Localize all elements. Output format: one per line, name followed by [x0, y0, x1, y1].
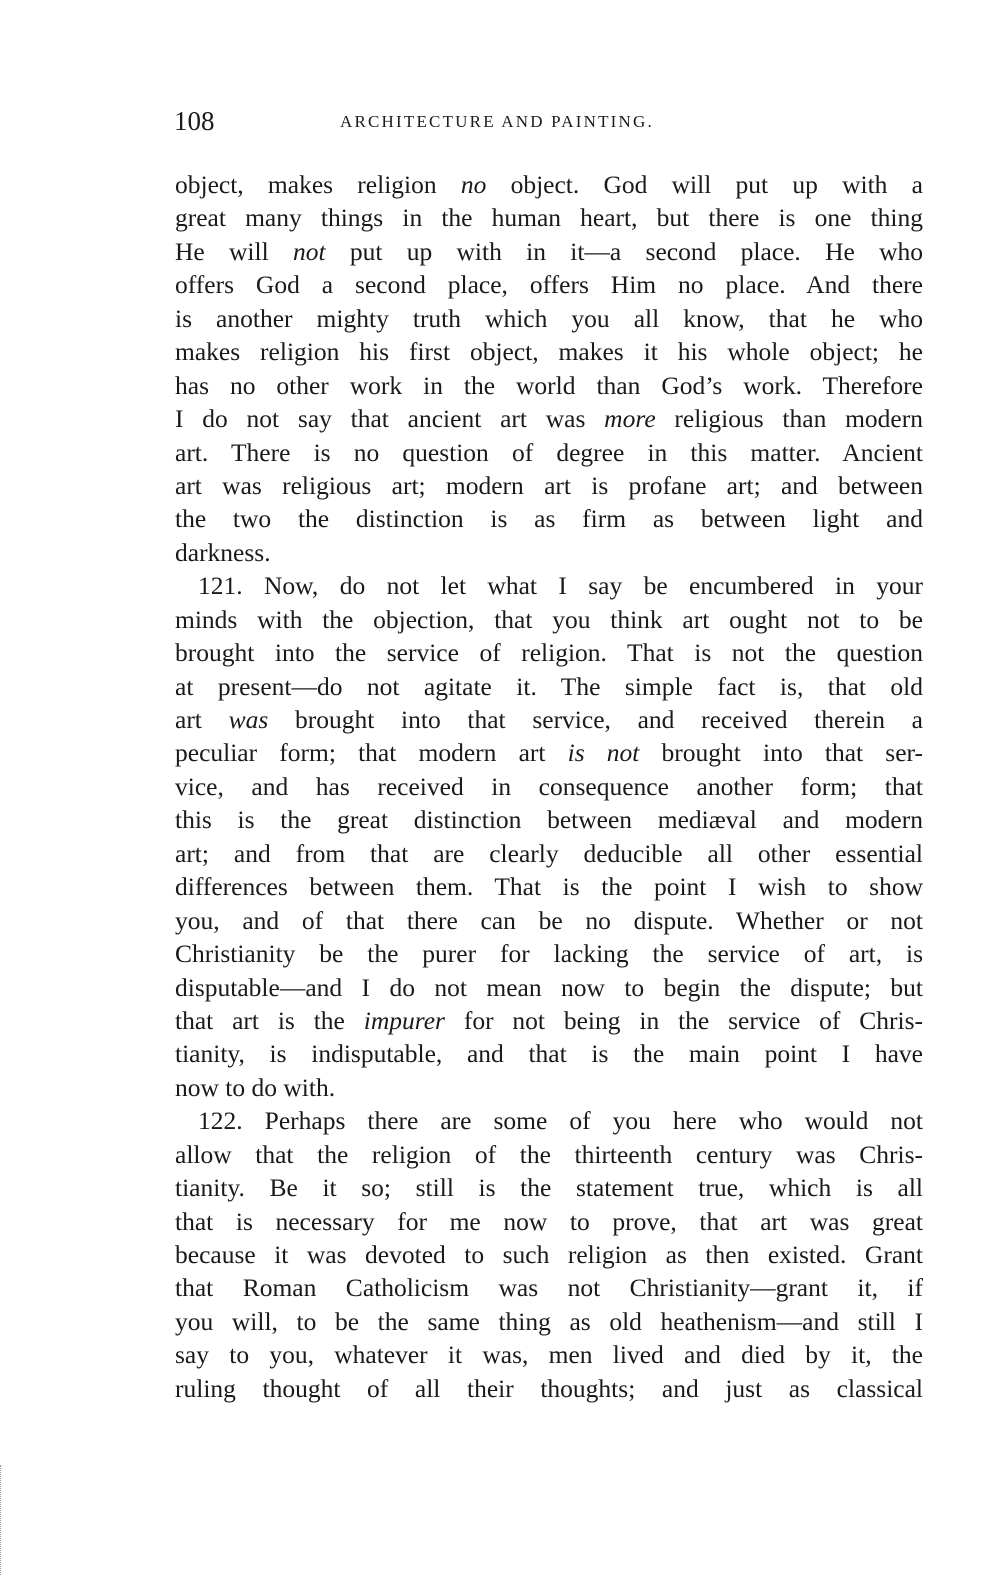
- text-line: [175, 1171, 923, 1204]
- text-line: [175, 1338, 923, 1371]
- text-span: is another mighty truth which you all know, that he who: [175, 303, 923, 333]
- italic-text: is not: [567, 738, 640, 768]
- text-line: [175, 1004, 923, 1037]
- text-line: [175, 268, 923, 301]
- text-line: [175, 302, 923, 335]
- page-number: 108: [174, 106, 215, 136]
- text-span: 122. Perhaps there are some of you here who would not: [198, 1106, 923, 1136]
- italic-text: not: [292, 236, 326, 266]
- text-span: differences between them. That is the point I wish to show: [175, 872, 923, 902]
- text-line: [175, 937, 923, 970]
- text-span: for not being in the service of Chris-: [444, 1005, 923, 1035]
- text-span: makes religion his first object, makes it his whole object; he: [175, 337, 923, 367]
- text-span: you, and of that there can be no dispute. Whether or not: [175, 905, 923, 935]
- text-line: [175, 569, 923, 602]
- scan-edge: [0, 1465, 9, 1575]
- text-span: that Roman Catholicism was not Christianity—grant it, if: [175, 1273, 923, 1303]
- text-span: great many things in the human heart, but there is one thing: [175, 203, 923, 233]
- text-line: [175, 870, 923, 903]
- text-span: I do not say that ancient art was: [175, 404, 605, 434]
- text-line: [175, 469, 923, 502]
- text-span: that is necessary for me now to prove, that art was great: [175, 1206, 923, 1236]
- text-line: [175, 1372, 923, 1405]
- running-title: ARCHITECTURE AND PAINTING.: [340, 112, 654, 131]
- text-span: put up with in it—a second place. He who: [325, 236, 923, 266]
- text-line: [175, 335, 923, 368]
- text-span: art; and from that are clearly deducible all other essential: [175, 838, 923, 868]
- text-span: Christianity be the purer for lacking the service of art, is: [175, 939, 923, 969]
- body-text: [175, 168, 923, 1405]
- italic-text: more: [604, 404, 656, 434]
- text-line: [175, 436, 923, 469]
- text-line: [175, 837, 923, 870]
- text-line: [175, 971, 923, 1004]
- text-line: [175, 201, 923, 234]
- text-span: because it was devoted to such religion as then existed. Grant: [175, 1240, 923, 1269]
- text-line: [175, 636, 923, 669]
- text-line: [175, 1238, 923, 1271]
- text-span: at present—do not agitate it. The simple fact is, that old: [175, 671, 923, 701]
- italic-text: was: [228, 705, 269, 734]
- text-span: peculiar form; that modern art: [175, 738, 568, 768]
- text-span: art: [175, 705, 229, 734]
- text-line: [175, 1138, 923, 1171]
- text-span: allow that the religion of the thirteenth century was Chris-: [175, 1139, 923, 1169]
- text-span: tianity, is indisputable, and that is the main point I have: [175, 1039, 923, 1069]
- italic-text: impurer: [363, 1005, 445, 1035]
- text-span: this is the great distinction between mediæval and modern: [175, 805, 923, 835]
- text-line: [175, 1205, 923, 1238]
- text-line: [175, 1037, 923, 1070]
- text-line: [175, 736, 923, 769]
- text-line: [175, 502, 923, 535]
- text-span: say to you, whatever it was, men lived and died by it, the: [175, 1340, 923, 1370]
- text-span: art was religious art; modern art is profane art; and between: [175, 470, 923, 500]
- text-line: [175, 770, 923, 803]
- text-span: the two the distinction is as firm as between light and: [175, 504, 923, 534]
- text-span: vice, and has received in consequence another form; that: [175, 771, 923, 801]
- text-line: [175, 803, 923, 836]
- text-span: disputable—and I do not mean now to begin the dispute; but: [175, 972, 923, 1002]
- text-line: [175, 168, 923, 201]
- text-line: [175, 369, 923, 402]
- text-span: He will: [175, 236, 293, 266]
- text-span: minds with the objection, that you think art ought not to be: [175, 604, 923, 634]
- text-span: brought into the service of religion. That is not the question: [175, 638, 923, 668]
- text-span: brought into that ser-: [639, 738, 924, 768]
- text-line: [175, 1071, 923, 1104]
- text-span: you will, to be the same thing as old heathenism—and still I: [175, 1306, 923, 1336]
- text-span: now to do with.: [175, 1072, 336, 1102]
- text-span: religious than modern: [655, 404, 923, 434]
- text-line: [175, 1104, 923, 1137]
- text-line: [175, 235, 923, 268]
- italic-text: no: [460, 170, 487, 199]
- text-line: [175, 603, 923, 636]
- text-span: object, makes religion: [175, 170, 461, 199]
- text-line: [175, 402, 923, 435]
- text-span: object. God will put up with a: [486, 170, 923, 199]
- text-line: [175, 1271, 923, 1304]
- text-span: that art is the: [175, 1005, 364, 1035]
- text-span: tianity. Be it so; still is the statement true, which is all: [175, 1173, 923, 1203]
- text-line: [175, 536, 923, 569]
- text-span: brought into that service, and received therein a: [268, 705, 923, 734]
- text-line: [175, 703, 923, 736]
- text-span: art. There is no question of degree in this matter. Ancient: [175, 437, 923, 467]
- text-span: has no other work in the world than God’s work. Therefore: [175, 370, 923, 400]
- text-span: 121. Now, do not let what I say be encumbered in your: [198, 571, 923, 601]
- text-line: [175, 1305, 923, 1338]
- text-span: darkness.: [175, 537, 271, 567]
- text-line: [175, 904, 923, 937]
- text-span: ruling thought of all their thoughts; and just as classical: [175, 1373, 923, 1403]
- text-span: offers God a second place, offers Him no place. And there: [175, 270, 923, 300]
- text-line: [175, 670, 923, 703]
